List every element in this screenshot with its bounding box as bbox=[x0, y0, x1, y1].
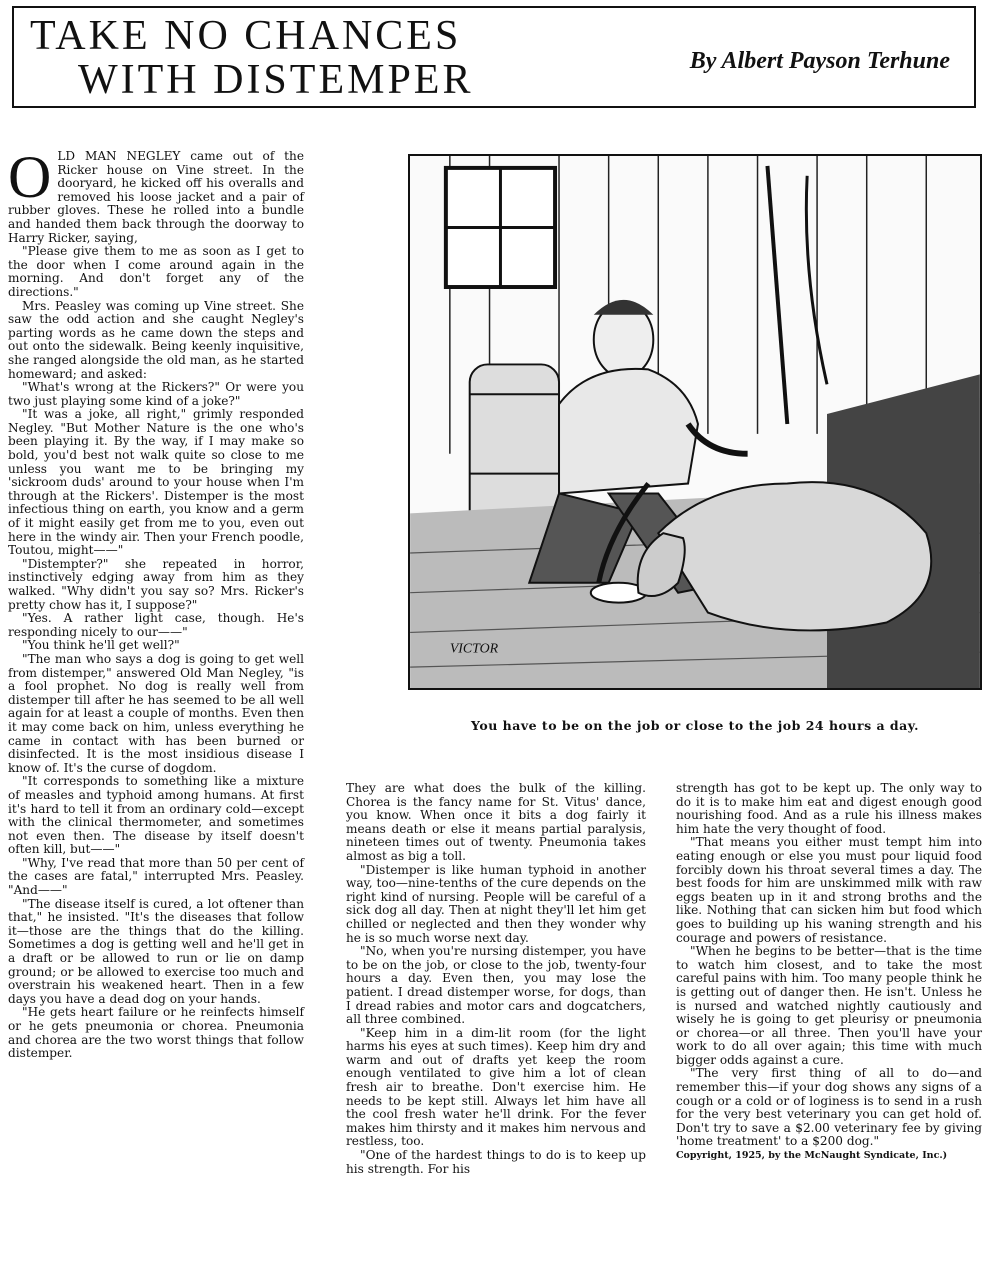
illustration-caption: You have to be on the job or close to the job 24 hours a day. bbox=[471, 718, 919, 733]
article-paragraph: "Keep him in a dim-lit room (for the light harms his eyes at such times). Keep him dry and warm and out of drafts yet keep the room enough ventilated to give him a lot of clean fresh air to breathe. Don't exercise him. He needs to be kept still. Always let him have all the cool fresh water he'll drink. For the fever makes him thirsty and it makes him nervous and restless, too. bbox=[346, 1025, 646, 1149]
article-paragraph: "It was a joke, all right," grimly responded Negley. "But Mother Nature is the one who's been playing it. By the way, if I may make so bold, you'd best not walk quite so close to me unless you want me to be bringing my 'sickroom duds' around to your house when I'm through at the Rickers'. Distemper is the most infectious thing on earth, you know and a germ of it might easily get from me to you, even out here in the windy air. Then your French poodle, Toutou, might——" bbox=[8, 407, 304, 558]
article-paragraph: "It corresponds to something like a mixture of measles and typhoid among humans. At first it's hard to tell it from an ordinary cold—except with the clinical thermometer, and sometimes not even then. The disease by itself doesn't often kill, but——" bbox=[8, 774, 304, 857]
article-paragraph: "Please give them to me as soon as I get to the door when I come around again in the morning. And don't forget any of the directions." bbox=[8, 244, 304, 299]
article-paragraph: "What's wrong at the Rickers?" Or were you two just playing some kind of a joke?" bbox=[8, 380, 304, 408]
article-paragraph: "You think he'll get well?" bbox=[22, 638, 180, 653]
article-paragraph: "Distemper is like human typhoid in another way, too—nine-tenths of the cure depends on the right kind of nursing. People will be careful of a sick dog all day. Then at night they'll let him get chilled or neglected and then they wonder why he is so much worse next day. bbox=[346, 862, 646, 945]
copyright-notice: Copyright, 1925, by the McNaught Syndicate, Inc.) bbox=[676, 1150, 948, 1162]
illustration-drawing bbox=[410, 156, 980, 688]
article-paragraph: "He gets heart failure or he reinfects himself or he gets pneumonia or chorea. Pneumonia and chorea are the two worst things that follow distemper. bbox=[8, 1005, 304, 1061]
article-paragraph: They are what does the bulk of the killing. Chorea is the fancy name for St. Vitus' dance, you know. When once it bits a dog fairly it means death or else it means partial paralysis, nineteen times out of twenty. Pneumonia takes almost as big a toll. bbox=[346, 781, 646, 863]
artist-signature: VICTOR bbox=[449, 641, 499, 657]
article-paragraph: "When he begins to be better—that is the time to watch him closest, and to take the most careful pains with him. Too many people think he is getting out of danger then. He isn't. Unless he is nursed and watched nightly cautiously and wisely he is going to get pleurisy or pneumonia or chorea—or all three. Then you'll have your work to do all over again; this time with much bigger odds against a cure. bbox=[676, 944, 982, 1067]
article-paragraph: "No, when you're nursing distemper, you have to be on the job, or close to the job, twenty-four hours a day. Even then, you may lose the patient. I dread distemper worse, for dogs, than I dread rabies and motor cars and dogcatchers, all three combined. bbox=[346, 944, 646, 1027]
article-paragraph: "The very first thing of all to do—and remember this—if your dog shows any signs of a cough or a cold or of loginess is to send in a rush for the very best veterinary you can get hold of. Don't try to save a $2.00 veterinary fee by giving 'home treatment' to a $200 dog." bbox=[676, 1066, 982, 1149]
drop-cap: O bbox=[8, 144, 52, 210]
headline bbox=[30, 14, 473, 102]
byline: By Albert Payson Terhune bbox=[689, 48, 950, 74]
article-paragraph: "Distempter?" she repeated in horror, instinctively edging away from him as they walked. "Why didn't you say so? Mrs. Ricker's pretty chow has it, I suppose?" bbox=[8, 556, 304, 612]
headline-line-2: WITH DISTEMPER bbox=[78, 57, 474, 103]
headline-line-1: TAKE NO CHANCES bbox=[30, 13, 462, 59]
article-paragraph: "The disease itself is cured, a lot oftener than that," he insisted. "It's the diseases that follow it—those are the things that do the killing. Sometimes a dog is getting well and he'll get in a draft or be allowed to run or lie on damp ground; or be allowed to exercise too much and overstrain his weakened heart. Then in a few days you have a dead dog on your hands. bbox=[8, 896, 304, 1006]
article-column-3 bbox=[676, 782, 982, 1163]
article-paragraph: strength has got to be kept up. The only way to do it is to make him eat and digest enough good nourishing food. And as a rule his illness makes him hate the very thought of food. bbox=[676, 781, 982, 836]
article-column-2 bbox=[346, 782, 646, 1176]
article-paragraph: "That means you either must tempt him into eating enough or else you must pour liquid food forcibly down his throat several times a day. The best foods for him are unskimmed milk with raw eggs beaten up in it and strong broths and the like. Nothing that can sicken him but food which goes to building up his waning strength and his courage and powers of resistance. bbox=[676, 835, 982, 945]
headline-box bbox=[12, 6, 976, 108]
article-paragraph: Mrs. Peasley was coming up Vine street. She saw the odd action and she caught Negley's parting words as he came down the steps and out onto the sidewalk. Being keenly inquisitive, she ranged alongside the old man, as he started homeward; and asked: bbox=[8, 298, 304, 381]
article-paragraph: "The man who says a dog is going to get well from distemper," answered Old Man Negley, "is a fool prophet. No dog is really well from distemper till after he has seemed to be all well again for at least a couple of months. Even then it may come back on him, unless everything he came in contact with has been burned or disinfected. It is the most insidious disease I know of. It's the curse of dogdom. bbox=[8, 651, 304, 775]
article-column-1 bbox=[8, 144, 304, 1061]
article-paragraph: "Yes. A rather light case, though. He's responding nicely to our——" bbox=[8, 611, 304, 639]
article-paragraph: OLD MAN NEGLEY came out of the Ricker house on Vine street. In the dooryard, he kicked off his overalls and removed his loose jacket and a pair of rubber gloves. These he rolled into a bundle and handed them back through the doorway to Harry Ricker, saying, bbox=[8, 144, 304, 245]
article-paragraph: "Why, I've read that more than 50 per cent of the cases are fatal," interrupted Mrs. Peasley. "And——" bbox=[8, 855, 304, 898]
illustration-man-nursing-dog bbox=[408, 154, 982, 690]
article-paragraph: "One of the hardest things to do is to keep up his strength. For his bbox=[346, 1148, 646, 1176]
